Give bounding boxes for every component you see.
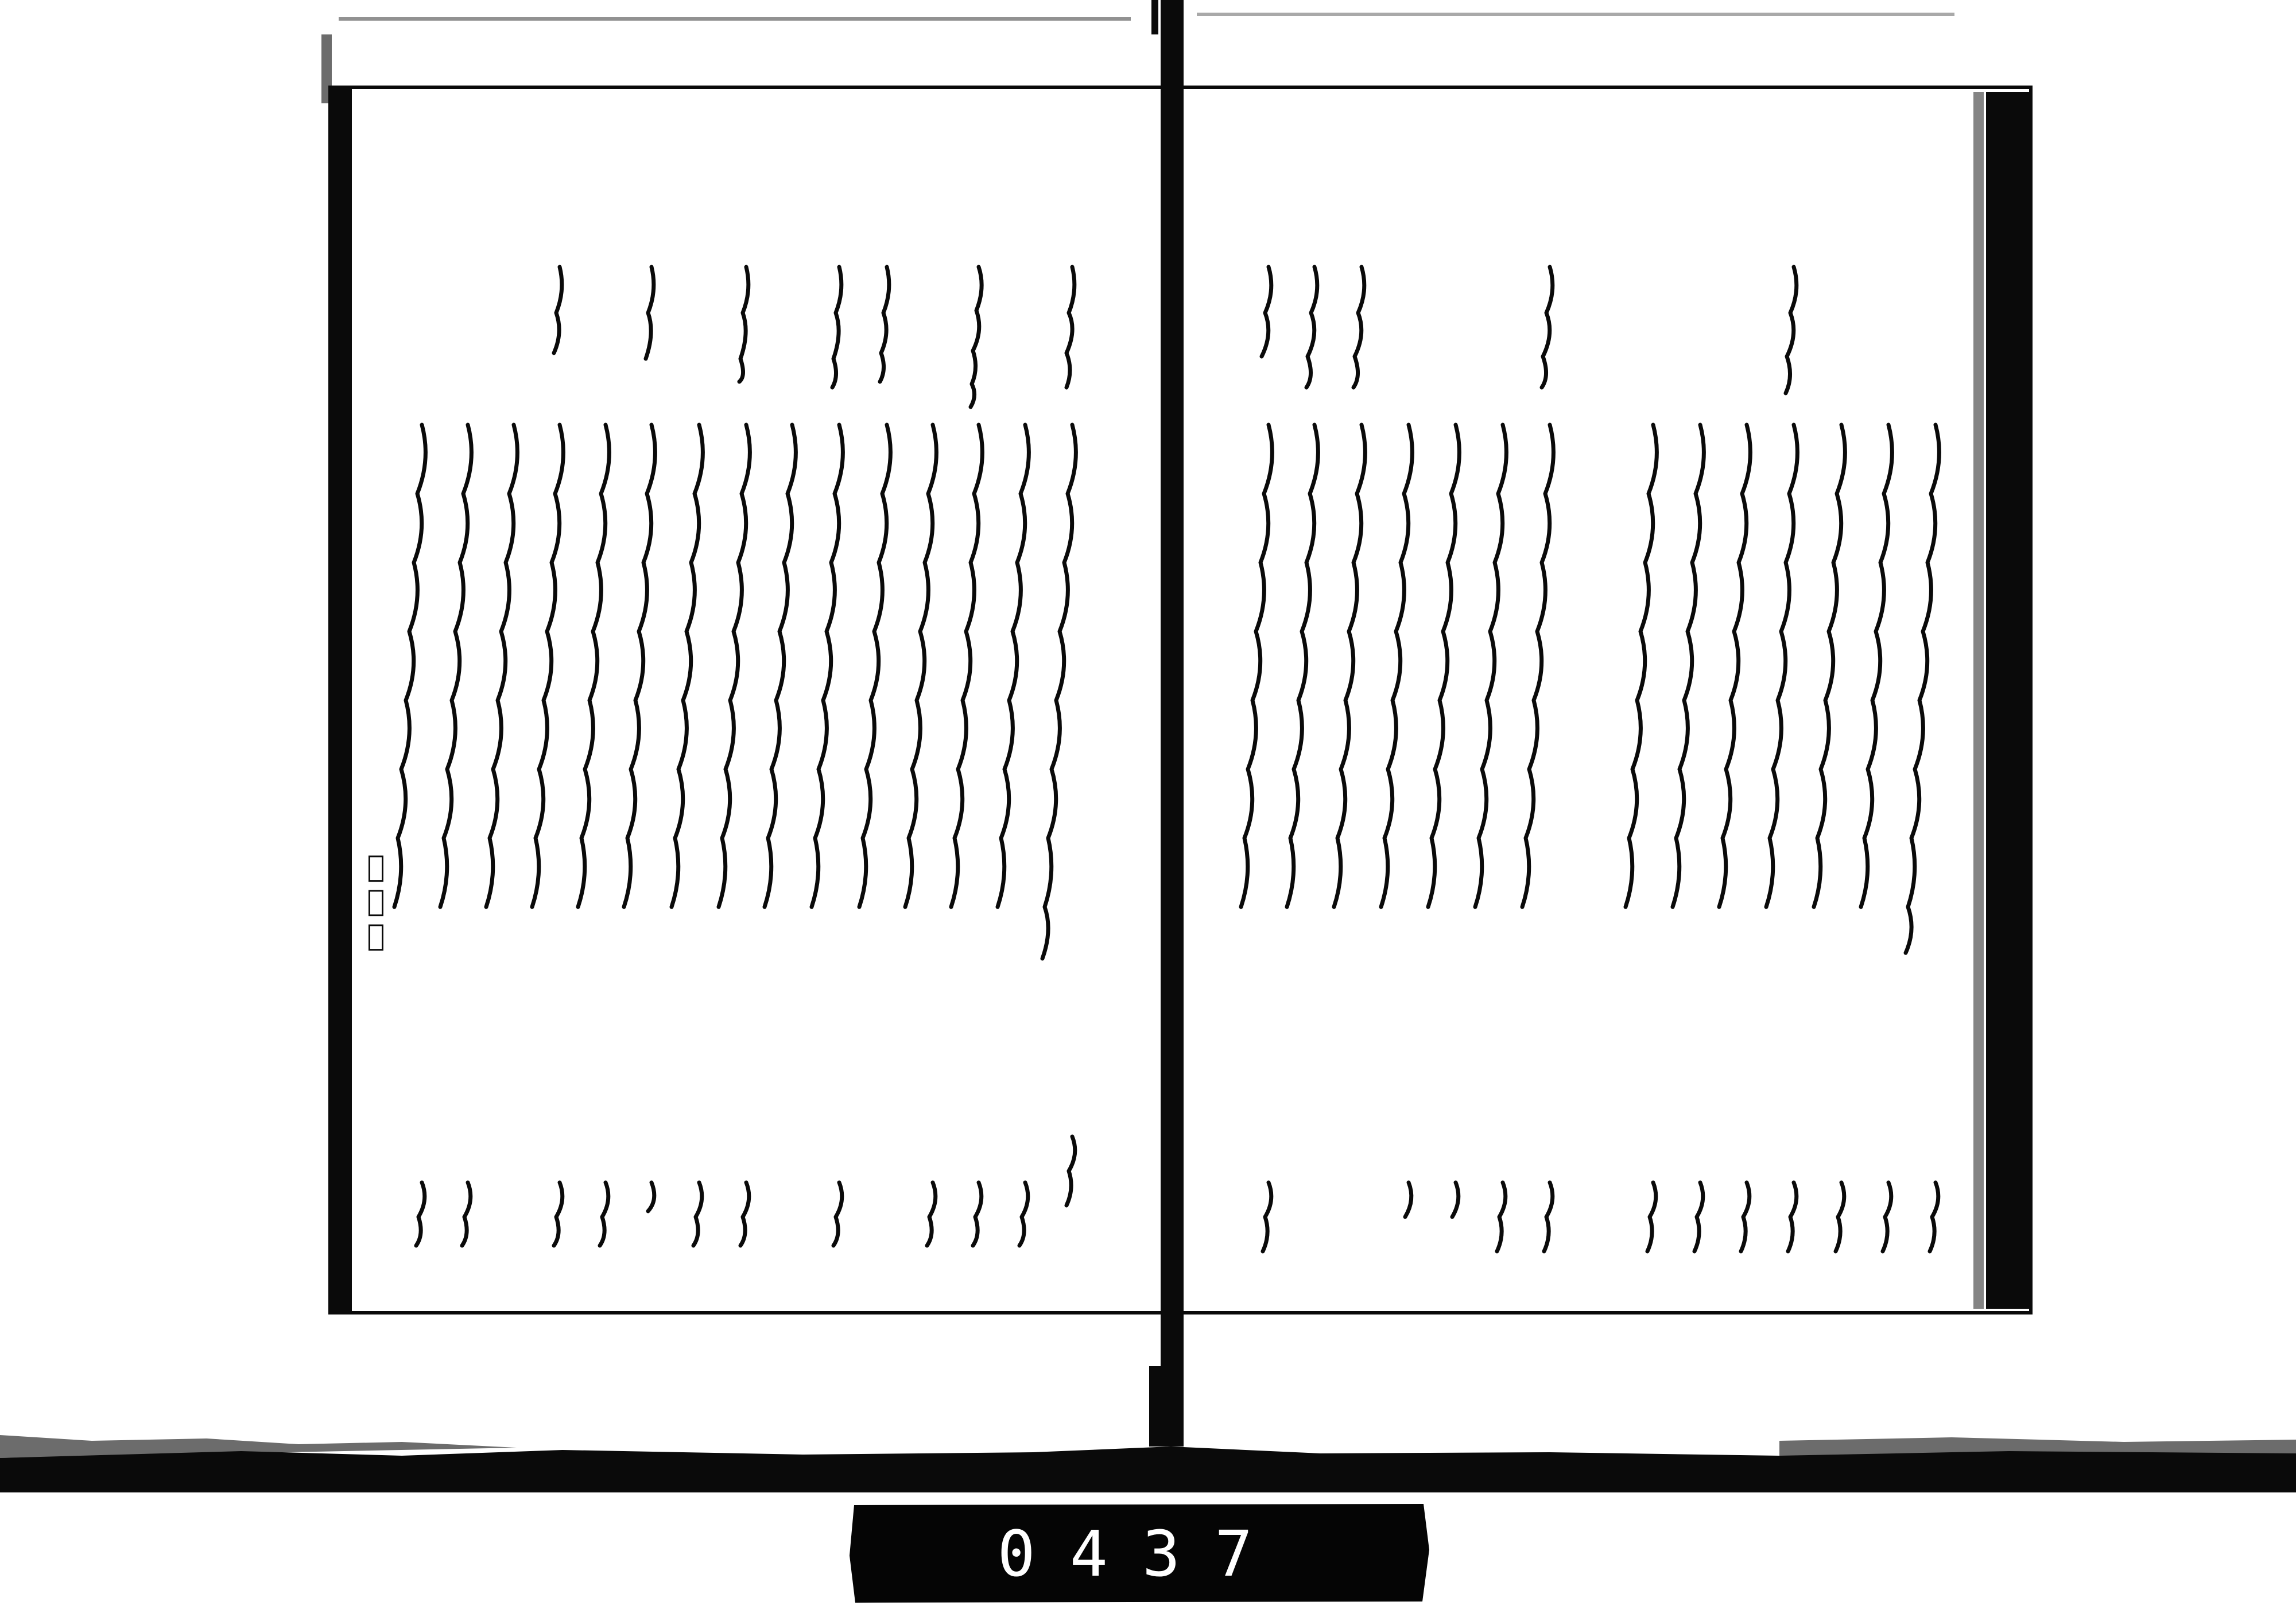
left-page [321,34,1174,1313]
frame-number: 0437 [997,1517,1287,1591]
page-label: 𫂁上七 [359,850,393,953]
top-edge-marks [339,13,1954,21]
right-page [1181,87,2031,1313]
bottom-shadow-band [0,1435,2296,1492]
